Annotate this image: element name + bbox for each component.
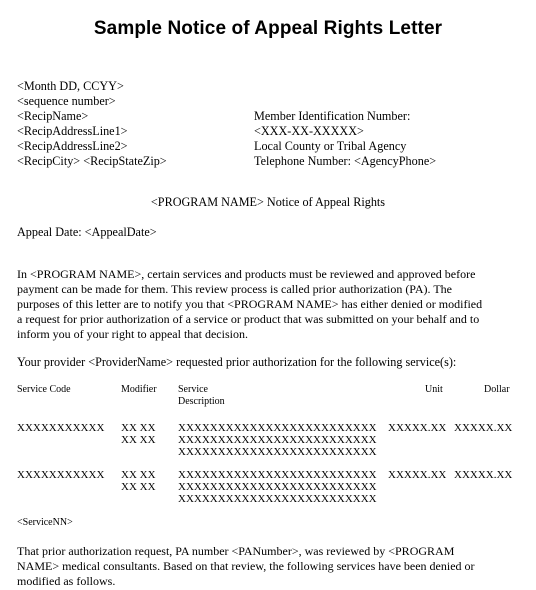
row2-service-code: XXXXXXXXXXX	[17, 469, 105, 481]
agency-block	[254, 109, 436, 169]
modifier-value: XX XX	[121, 434, 156, 446]
closing-paragraph	[17, 544, 522, 589]
modifier-value: XX XX	[121, 481, 156, 493]
header-service-code: Service Code	[17, 384, 71, 395]
closing-line: NAME> medical consultants. Based on that review, the following services have been denied or	[17, 559, 475, 573]
recipient-address-1: <RecipAddressLine1>	[17, 124, 128, 138]
member-id-label: Member Identification Number:	[254, 109, 411, 123]
intro-paragraph	[17, 267, 522, 342]
intro-line: purposes of this letter are to notify you that <PROGRAM NAME> has either denied or modified	[17, 297, 483, 311]
intro-line: inform you of your right to appeal that decision.	[17, 327, 248, 341]
modifier-value: XX XX	[121, 422, 156, 434]
row2-modifier	[121, 469, 156, 493]
row1-service-code: XXXXXXXXXXX	[17, 422, 105, 434]
header-description-line: Description	[178, 396, 225, 407]
modifier-value: XX XX	[121, 469, 156, 481]
notice-heading: <PROGRAM NAME> Notice of Appeal Rights	[150, 195, 386, 209]
description-line: XXXXXXXXXXXXXXXXXXXXXXXXX	[178, 481, 377, 493]
agency-name: Local County or Tribal Agency	[254, 139, 407, 153]
header-dollar: Dollar	[484, 384, 510, 395]
header-description-line: Service	[178, 384, 208, 395]
document-title: Sample Notice of Appeal Rights Letter	[93, 18, 443, 39]
row1-unit: XXXXX.XX	[388, 422, 447, 434]
header-description	[178, 384, 225, 408]
row1-dollar: XXXXX.XX	[454, 422, 513, 434]
description-line: XXXXXXXXXXXXXXXXXXXXXXXXX	[178, 493, 377, 505]
recipient-block	[17, 79, 167, 169]
intro-line: a request for prior authorization of a service or product that was submitted on your behalf and to	[17, 312, 480, 326]
closing-line: modified as follows.	[17, 574, 116, 588]
closing-line: That prior authorization request, PA number <PANumber>, was reviewed by <PROGRAM	[17, 544, 455, 558]
header-modifier: Modifier	[121, 384, 157, 395]
appeal-date: Appeal Date: <AppealDate>	[17, 225, 157, 239]
row1-modifier	[121, 422, 156, 446]
recipient-name: <RecipName>	[17, 109, 89, 123]
recipient-city-state: <RecipCity> <RecipStateZip>	[17, 154, 167, 168]
member-id-value: <XXX-XX-XXXXX>	[254, 124, 364, 138]
provider-line: Your provider <ProviderName> requested prior authorization for the following service(s):	[17, 355, 457, 369]
row2-dollar: XXXXX.XX	[454, 469, 513, 481]
agency-phone: Telephone Number: <AgencyPhone>	[254, 154, 437, 168]
intro-line: payment can be made for them. This review process is called prior authorization (PA). The	[17, 282, 452, 296]
date-line: <Month DD, CCYY>	[17, 79, 124, 93]
description-line: XXXXXXXXXXXXXXXXXXXXXXXXX	[178, 469, 377, 481]
service-nn: <ServiceNN>	[17, 517, 73, 528]
description-line: XXXXXXXXXXXXXXXXXXXXXXXXX	[178, 434, 377, 446]
row2-description	[178, 469, 377, 505]
header-unit: Unit	[425, 384, 443, 395]
row2-unit: XXXXX.XX	[388, 469, 447, 481]
sequence-line: <sequence number>	[17, 94, 116, 108]
description-line: XXXXXXXXXXXXXXXXXXXXXXXXX	[178, 422, 377, 434]
row1-description	[178, 422, 377, 458]
description-line: XXXXXXXXXXXXXXXXXXXXXXXXX	[178, 446, 377, 458]
intro-line: In <PROGRAM NAME>, certain services and products must be reviewed and approved before	[17, 267, 476, 281]
recipient-address-2: <RecipAddressLine2>	[17, 139, 128, 153]
